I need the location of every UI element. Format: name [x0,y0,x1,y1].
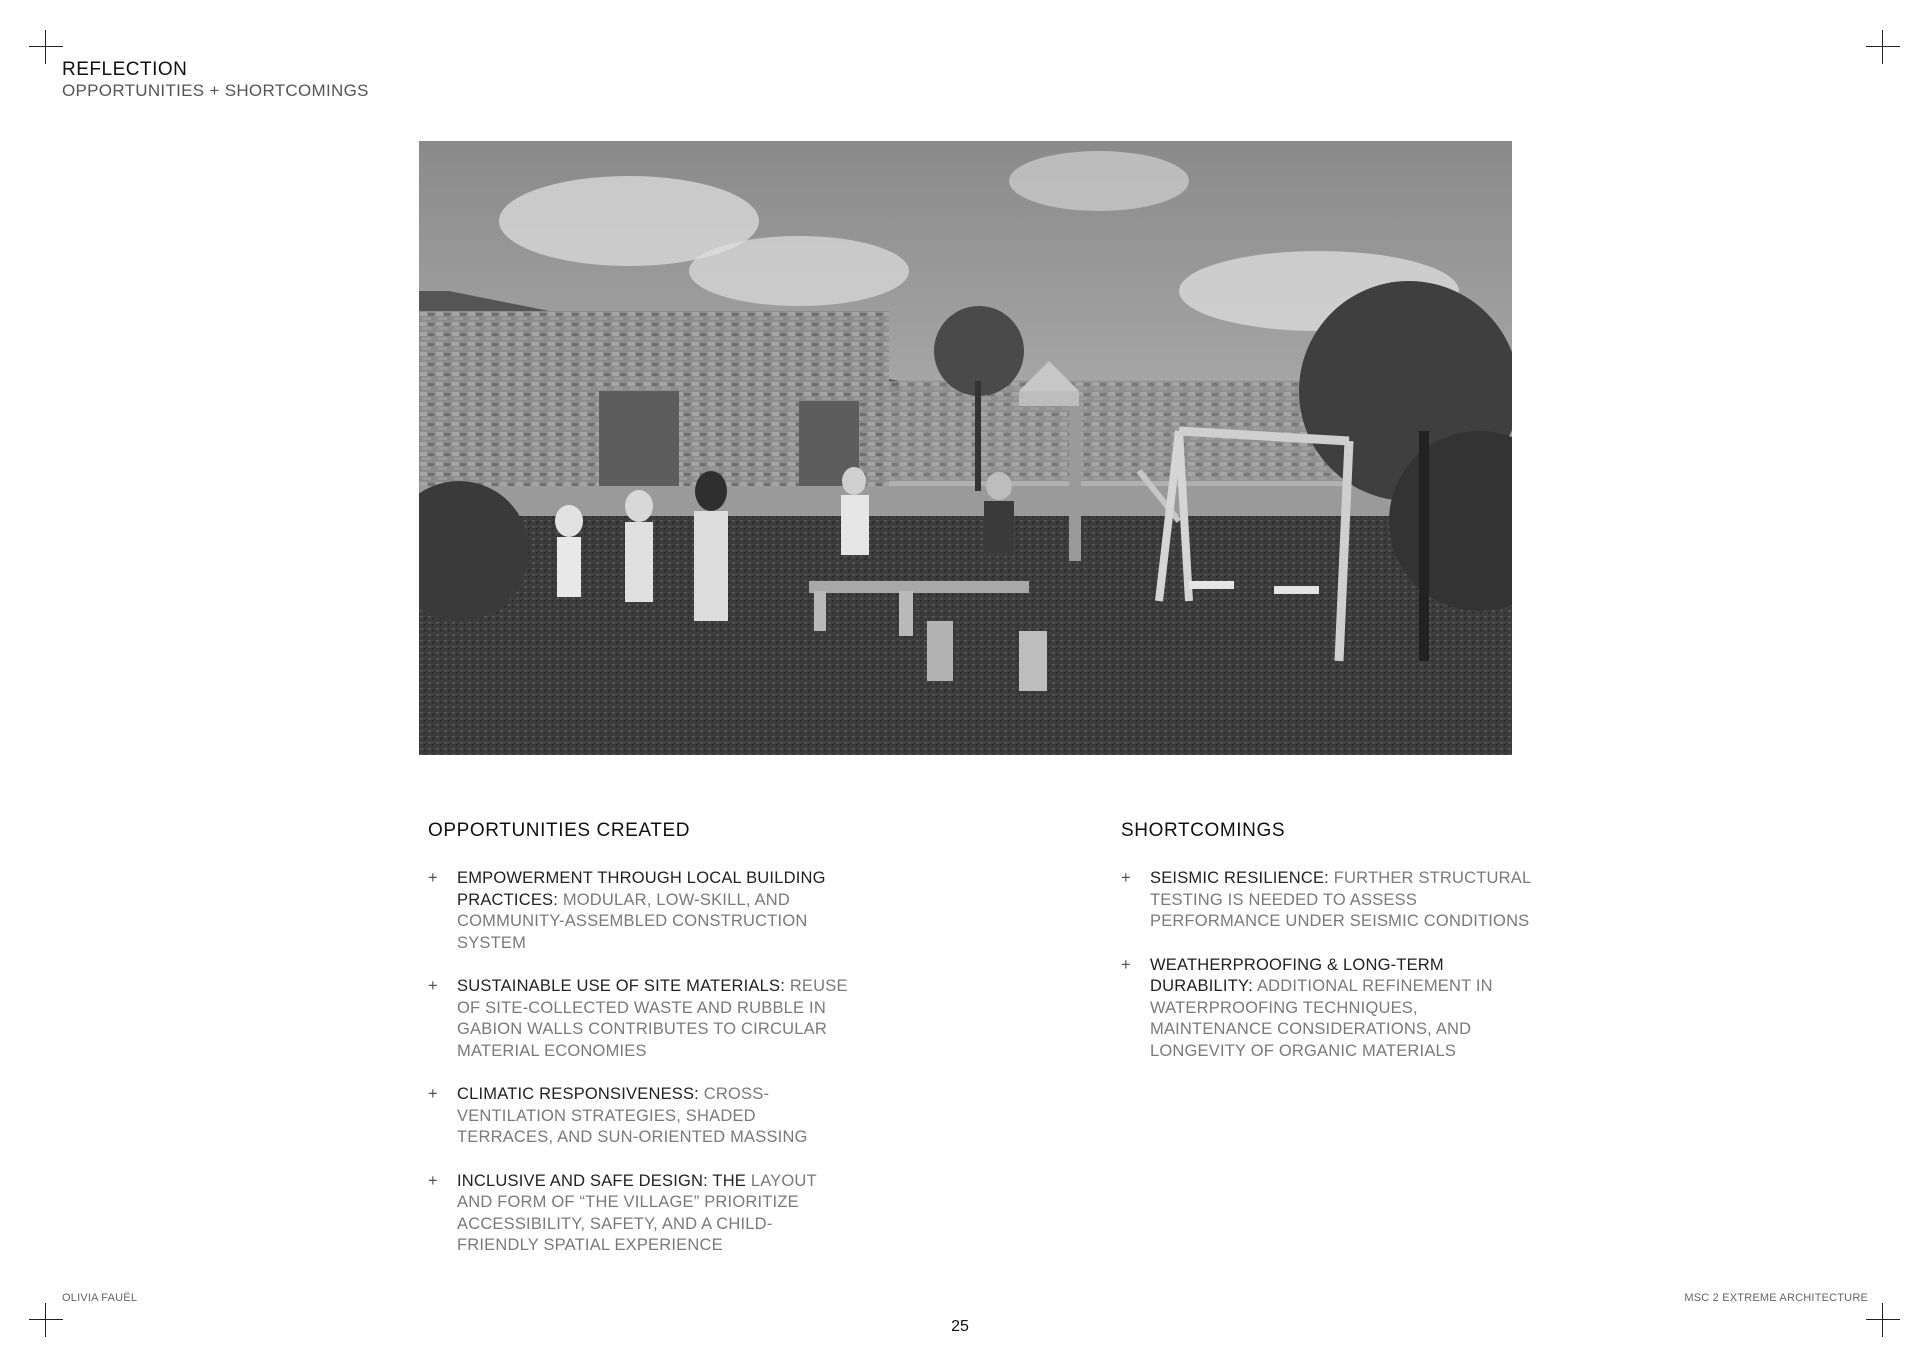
list-item [1121,868,1541,933]
crop-mark-top-right [1866,30,1900,64]
crop-mark-top-left [29,30,63,64]
item-lead: WEATHERPROOFING & LONG-TERM DURABILITY: [1150,955,1444,995]
list-item [428,976,848,1062]
page-subtitle: OPPORTUNITIES + SHORTCOMINGS [62,81,369,100]
shortcomings-section [1121,820,1541,1084]
item-lead: EMPOWERMENT THROUGH LOCAL BUILDING PRACTICES: [457,869,826,909]
list-item [1121,955,1541,1063]
playground-render-image [419,141,1512,755]
page-title: REFLECTION [62,59,188,80]
plus-icon: + [428,1171,438,1190]
item-lead: INCLUSIVE AND SAFE DESIGN: THE [457,1171,747,1190]
item-body: ADDITIONAL REFINEMENT IN WATERPROOFING TECHNIQUES, MAINTENANCE CONSIDERATIONS, AND LONGEVITY OF ORGANIC MATERIALS [1150,977,1493,1060]
list-item [428,1084,848,1149]
item-body: MODULAR, LOW-SKILL, AND COMMUNITY-ASSEMBLED CONSTRUCTION SYSTEM [457,890,808,952]
list-item [428,868,848,954]
plus-icon: + [428,869,438,887]
opportunities-section [428,820,848,1279]
item-body: LAYOUT AND FORM OF “THE VILLAGE” PRIORITIZE ACCESSIBILITY, SAFETY, AND A CHILD-FRIENDLY SPATIAL EXPERIENCE [457,1171,817,1254]
item-lead: SEISMIC RESILIENCE: [1150,869,1329,887]
footer-course: MSC 2 EXTREME ARCHITECTURE [1684,1292,1868,1304]
page-number: 25 [951,1318,969,1335]
plus-icon: + [428,1085,438,1103]
item-body: FURTHER STRUCTURAL TESTING IS NEEDED TO ASSESS PERFORMANCE UNDER SEISMIC CONDITIONS [1150,869,1531,930]
item-lead: SUSTAINABLE USE OF SITE MATERIALS: [457,977,786,995]
item-body: REUSE OF SITE-COLLECTED WASTE AND RUBBLE IN GABION WALLS CONTRIBUTES TO CIRCULAR MATERIAL ECONOMIES [457,977,848,1060]
opportunities-heading: OPPORTUNITIES CREATED [428,820,691,841]
plus-icon: + [428,977,438,995]
item-body: CROSS-VENTILATION STRATEGIES, SHADED TERRACES, AND SUN-ORIENTED MASSING [457,1085,808,1146]
list-item [428,1171,848,1257]
plus-icon: + [1121,955,1131,974]
footer-author: OLIVIA FAUËL [62,1292,138,1304]
plus-icon: + [1121,869,1131,887]
shortcomings-heading: SHORTCOMINGS [1121,820,1286,841]
item-lead: CLIMATIC RESPONSIVENESS: [457,1085,699,1103]
